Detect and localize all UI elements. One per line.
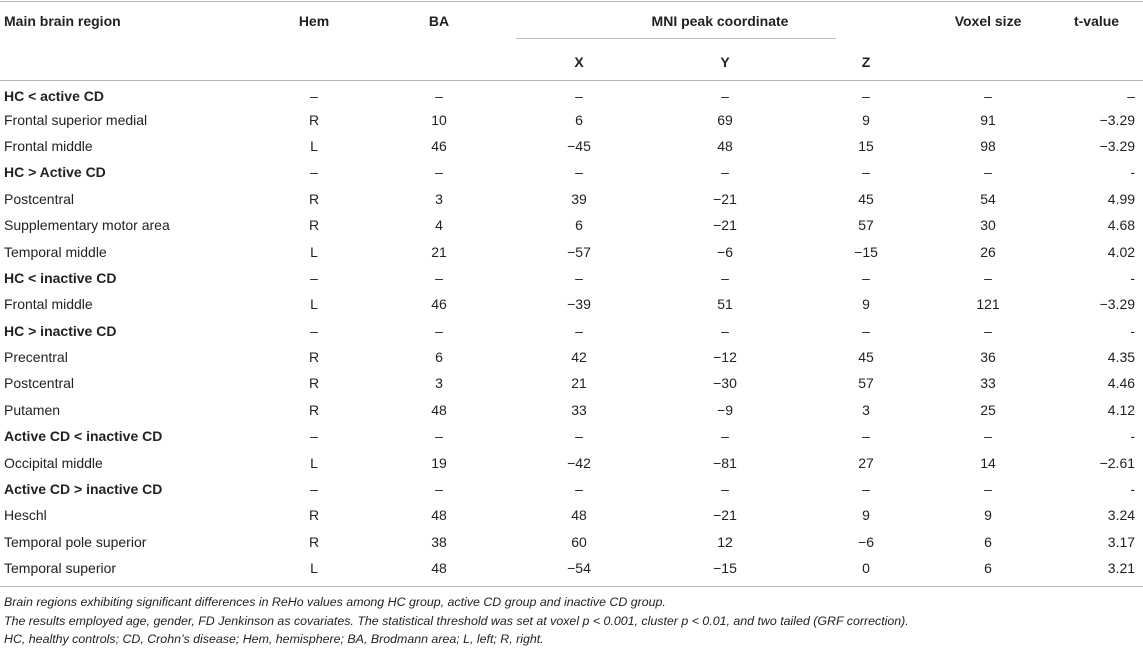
cell-voxel: –: [984, 428, 992, 445]
cell-voxel: 14: [980, 454, 996, 471]
table-group-row: [0, 265, 1143, 291]
cell-ba: –: [435, 269, 443, 286]
cell-y: −9: [717, 401, 733, 418]
cell-hem: R: [308, 349, 320, 366]
table-row: [0, 186, 1143, 212]
table-row: [0, 529, 1143, 555]
cell-z: 45: [858, 349, 874, 366]
cell-ba: 3: [435, 190, 443, 207]
cell-voxel: 91: [980, 111, 996, 128]
cell-hem: L: [310, 137, 318, 154]
footnote-description: Brain regions exhibiting significant differences in ReHo values among HC group, active CD group and inactive CD group.: [4, 595, 666, 609]
header-t: t-value: [1073, 13, 1120, 29]
cell-x: 33: [571, 401, 587, 418]
cell-t-value: 4.68: [1107, 217, 1136, 234]
cell-hem: –: [310, 88, 318, 105]
table-group-row: [0, 423, 1143, 449]
cell-t-value: −3.29: [1099, 137, 1136, 154]
cell-ba: 6: [435, 349, 443, 366]
cell-z: –: [862, 269, 870, 286]
cell-region: Putamen: [4, 401, 61, 418]
cell-voxel: 33: [980, 375, 996, 392]
cell-y: −12: [713, 349, 737, 366]
table-row: [0, 555, 1143, 581]
cell-z: –: [862, 88, 870, 105]
table-row: [0, 397, 1143, 423]
cell-z: –: [862, 322, 870, 339]
cell-y: −21: [713, 507, 737, 524]
table-group-row: [0, 80, 1143, 106]
cell-t-value: 4.99: [1107, 190, 1136, 207]
table-group-row: [0, 476, 1143, 502]
cell-voxel: 54: [980, 190, 996, 207]
header-mni-label: MNI peak coordinate: [651, 13, 789, 29]
cell-region: Precentral: [4, 349, 68, 366]
cell-t-value: −3.29: [1099, 296, 1136, 313]
footnote-abbreviations: HC, healthy controls; CD, Crohn’s disease; Hem, hemisphere; BA, Brodmann area; L, left; R, right.: [4, 632, 544, 646]
table-group-row: [0, 318, 1143, 344]
cell-x: –: [575, 322, 583, 339]
cell-voxel: 121: [976, 296, 1000, 313]
cell-y: –: [721, 428, 729, 445]
cell-hem: –: [310, 428, 318, 445]
cell-voxel: –: [984, 481, 992, 498]
cell-hem: R: [308, 217, 320, 234]
cell-x: 60: [571, 533, 587, 550]
cell-region: HC > inactive CD: [4, 322, 117, 339]
cell-ba: 48: [431, 560, 447, 577]
cell-t-value: −3.29: [1099, 111, 1136, 128]
table-bottom-rule: [0, 586, 1143, 587]
cell-t-value: 3.17: [1107, 533, 1136, 550]
cell-region: Frontal middle: [4, 296, 93, 313]
cell-x: 39: [571, 190, 587, 207]
cell-z: 45: [858, 190, 874, 207]
cell-y: –: [721, 481, 729, 498]
cell-hem: L: [310, 560, 318, 577]
cell-z: 0: [862, 560, 870, 577]
header-mni: [514, 0, 926, 42]
cell-ba: –: [435, 322, 443, 339]
header-y: Y: [720, 54, 730, 70]
cell-hem: –: [310, 322, 318, 339]
table-group-row: [0, 159, 1143, 185]
cell-region: Active CD < inactive CD: [4, 428, 163, 445]
cell-ba: 48: [431, 507, 447, 524]
cell-y: −81: [713, 454, 737, 471]
cell-ba: –: [435, 481, 443, 498]
cell-t-value: 4.35: [1107, 349, 1136, 366]
cell-hem: R: [308, 111, 320, 128]
header-voxel: Voxel size: [954, 13, 1022, 29]
cell-hem: R: [308, 401, 320, 418]
cell-t-value: -: [1130, 269, 1136, 286]
cell-region: Supplementary motor area: [4, 217, 170, 234]
table-row: [0, 212, 1143, 238]
cell-z: 9: [862, 507, 870, 524]
cell-z: –: [862, 164, 870, 181]
cell-ba: –: [435, 164, 443, 181]
cell-y: –: [721, 322, 729, 339]
cell-x: –: [575, 88, 583, 105]
cell-t-value: -: [1130, 322, 1136, 339]
cell-region: Frontal middle: [4, 137, 93, 154]
cell-y: −21: [713, 217, 737, 234]
table-row: [0, 133, 1143, 159]
cell-region: Temporal middle: [4, 243, 107, 260]
cell-t-value: 3.21: [1107, 560, 1136, 577]
cell-y: −15: [713, 560, 737, 577]
cell-region: Frontal superior medial: [4, 111, 148, 128]
cell-x: 6: [575, 111, 583, 128]
table-row: [0, 502, 1143, 528]
cell-t-value: 3.24: [1107, 507, 1136, 524]
cell-hem: L: [310, 454, 318, 471]
cell-x: −54: [567, 560, 591, 577]
cell-x: −42: [567, 454, 591, 471]
cell-region: HC < active CD: [4, 88, 104, 105]
cell-z: 57: [858, 375, 874, 392]
cell-voxel: –: [984, 164, 992, 181]
cell-voxel: –: [984, 88, 992, 105]
cell-voxel: 98: [980, 137, 996, 154]
cell-region: Postcentral: [4, 190, 75, 207]
cell-voxel: 6: [984, 560, 992, 577]
cell-hem: –: [310, 269, 318, 286]
cell-voxel: –: [984, 322, 992, 339]
cell-region: Heschl: [4, 507, 47, 524]
cell-ba: 10: [431, 111, 447, 128]
cell-y: 48: [717, 137, 733, 154]
cell-y: –: [721, 269, 729, 286]
cell-z: 3: [862, 401, 870, 418]
header-x: X: [574, 54, 584, 70]
cell-ba: 19: [431, 454, 447, 471]
cell-t-value: -: [1130, 481, 1136, 498]
cell-voxel: –: [984, 269, 992, 286]
cell-ba: 38: [431, 533, 447, 550]
cell-voxel: 36: [980, 349, 996, 366]
table-body: [0, 80, 1143, 581]
cell-x: –: [575, 269, 583, 286]
cell-x: –: [575, 164, 583, 181]
cell-t-value: 4.12: [1107, 401, 1136, 418]
cell-y: –: [721, 164, 729, 181]
cell-hem: R: [308, 533, 320, 550]
cell-z: –: [862, 481, 870, 498]
cell-x: 6: [575, 217, 583, 234]
cell-hem: R: [308, 507, 320, 524]
cell-t-value: 4.02: [1107, 243, 1136, 260]
cell-x: –: [575, 481, 583, 498]
cell-region: Occipital middle: [4, 454, 103, 471]
cell-y: −21: [713, 190, 737, 207]
cell-x: –: [575, 428, 583, 445]
cell-y: –: [721, 88, 729, 105]
cell-voxel: 26: [980, 243, 996, 260]
header-region: Main brain region: [4, 13, 121, 29]
cell-hem: L: [310, 296, 318, 313]
mni-header-underline: [516, 38, 836, 39]
cell-voxel: 9: [984, 507, 992, 524]
cell-t-value: −2.61: [1099, 454, 1136, 471]
cell-y: 51: [717, 296, 733, 313]
cell-ba: 48: [431, 401, 447, 418]
cell-voxel: 6: [984, 533, 992, 550]
cell-hem: –: [310, 481, 318, 498]
cell-x: 42: [571, 349, 587, 366]
cell-ba: 21: [431, 243, 447, 260]
header-ba: BA: [428, 13, 450, 29]
cell-x: −39: [567, 296, 591, 313]
cell-z: –: [862, 428, 870, 445]
cell-region: Active CD > inactive CD: [4, 481, 163, 498]
table-row: [0, 344, 1143, 370]
cell-y: 69: [717, 111, 733, 128]
cell-hem: –: [310, 164, 318, 181]
cell-x: 48: [571, 507, 587, 524]
cell-ba: –: [435, 88, 443, 105]
cell-z: 57: [858, 217, 874, 234]
table-footnotes: [4, 593, 909, 649]
cell-ba: 3: [435, 375, 443, 392]
table-row: [0, 449, 1143, 475]
cell-z: 9: [862, 296, 870, 313]
cell-region: HC < inactive CD: [4, 269, 117, 286]
cell-x: −45: [567, 137, 591, 154]
header-z: Z: [861, 54, 871, 70]
cell-hem: R: [308, 190, 320, 207]
cell-z: 15: [858, 137, 874, 154]
cell-x: 21: [571, 375, 587, 392]
table-row: [0, 238, 1143, 264]
table-row: [0, 370, 1143, 396]
cell-t-value: 4.46: [1107, 375, 1136, 392]
cell-x: −57: [567, 243, 591, 260]
cell-t-value: -: [1130, 164, 1136, 181]
cell-voxel: 25: [980, 401, 996, 418]
cell-ba: –: [435, 428, 443, 445]
cell-t-value: –: [1127, 88, 1136, 105]
cell-y: 12: [717, 533, 733, 550]
table-row: [0, 291, 1143, 317]
cell-ba: 4: [435, 217, 443, 234]
cell-voxel: 30: [980, 217, 996, 234]
cell-region: Temporal pole superior: [4, 533, 147, 550]
cell-y: −6: [717, 243, 733, 260]
cell-hem: L: [310, 243, 318, 260]
cell-ba: 46: [431, 137, 447, 154]
cell-z: 9: [862, 111, 870, 128]
cell-region: Postcentral: [4, 375, 75, 392]
table-row: [0, 106, 1143, 132]
cell-region: HC > Active CD: [4, 164, 106, 181]
cell-hem: R: [308, 375, 320, 392]
footnote-methods: The results employed age, gender, FD Jenkinson as covariates. The statistical threshold was set at voxel p < 0.001, cluster p < 0.01, and two tailed (GRF correction).: [4, 613, 909, 628]
cell-y: −30: [713, 375, 737, 392]
cell-t-value: -: [1130, 428, 1136, 445]
header-hem: Hem: [298, 13, 330, 29]
cell-z: −6: [858, 533, 874, 550]
cell-region: Temporal superior: [4, 560, 117, 577]
cell-ba: 46: [431, 296, 447, 313]
cell-z: −15: [854, 243, 878, 260]
cell-z: 27: [858, 454, 874, 471]
